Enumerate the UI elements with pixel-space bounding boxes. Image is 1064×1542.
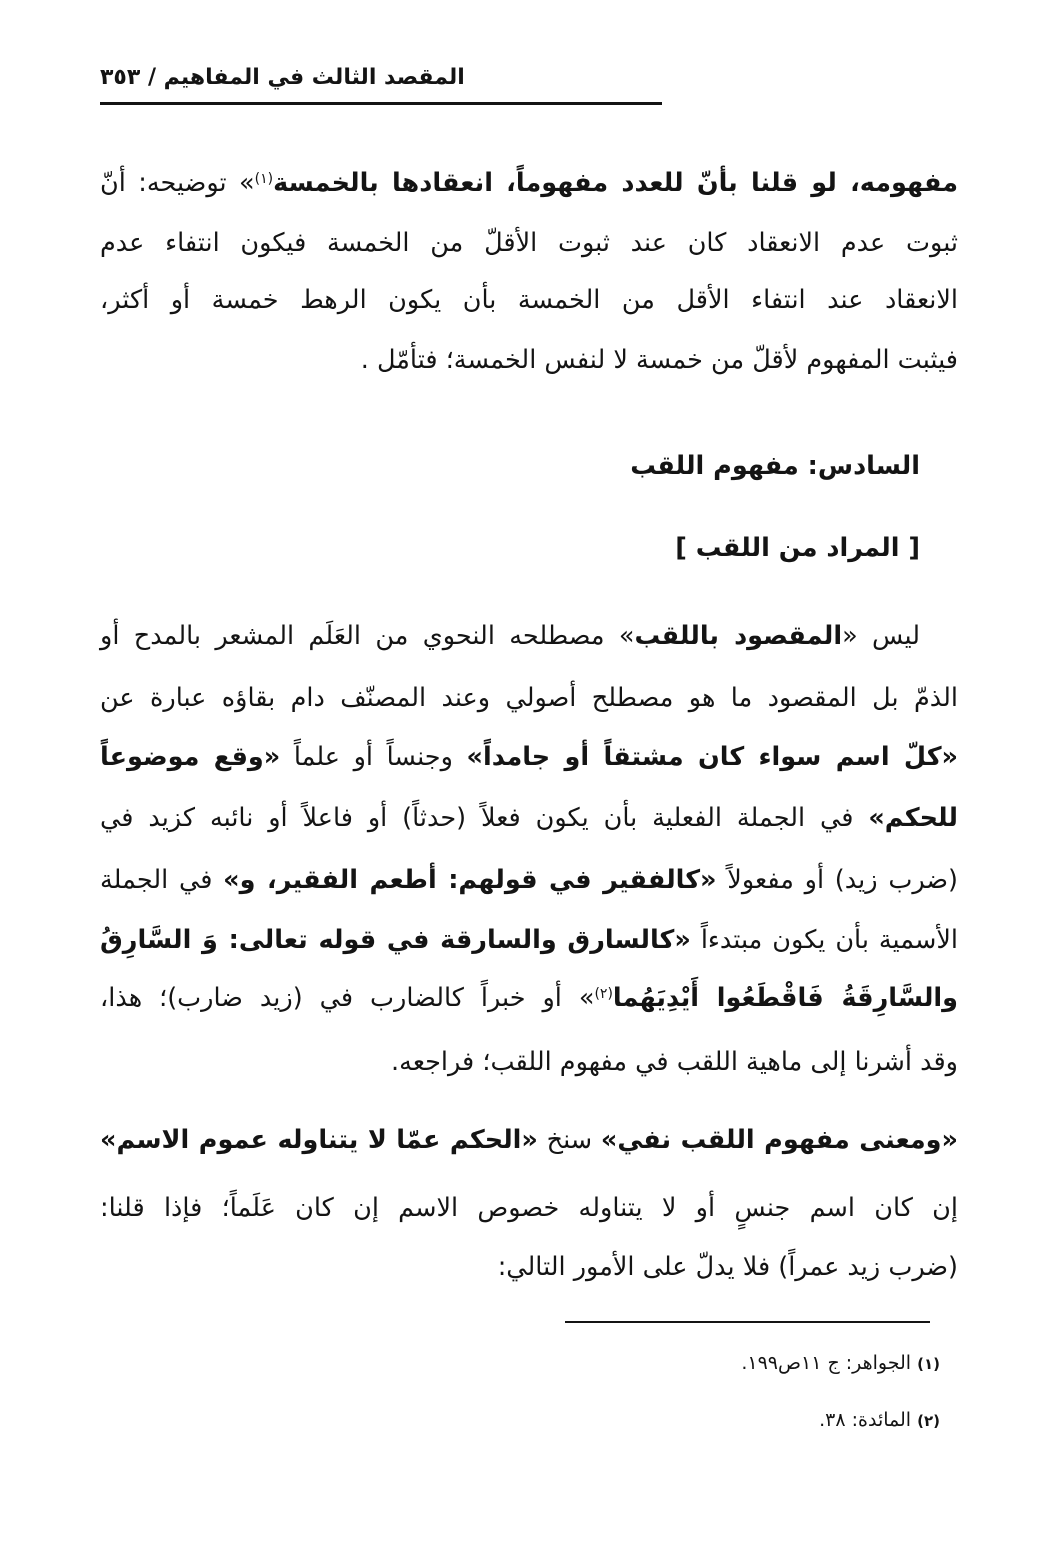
text-run: سنخ [537,1125,601,1155]
text-run: إن كان اسم جنسٍ أو لا يتناوله خصوص الاسم إن كان عَلَماً؛ فإذا قلنا: [100,1193,958,1223]
subsection-heading: [ المراد من اللقب ] [675,533,920,563]
text-run: الذمّ بل المقصود ما هو مصطلح أصولي وعند المصنّف دام بقاؤه عبارة عن [100,683,958,713]
text-run: ليس « [842,621,920,651]
text-run: » أو خبراً كالضارب في (زيد ضارب)؛ هذا، [100,983,595,1013]
text-run: ثبوت عدم الانعقاد كان عند ثبوت الأقلّ من الخمسة فيكون انتفاء عدم [100,228,958,258]
text-run: في الجملة [100,865,224,895]
footnote-1 [500,1348,940,1378]
bold-phrase: المقصود باللقب [634,621,843,651]
bold-phrase: «الحكم عمّا لا يتناوله عموم الاسم» [100,1125,538,1155]
header-rule [100,102,662,105]
footnote-text: المائدة: ٣٨. [819,1409,918,1431]
paragraph-2-line-5 [100,855,958,905]
bold-phrase: للحكم» [868,803,958,833]
paragraph-2-line-1 [100,611,958,661]
running-header-title: المقصد الثالث في المفاهيم / ٣٥٣ [100,65,465,90]
section-heading: السادس: مفهوم اللقب [630,451,920,481]
paragraph-3-line-1 [100,1115,958,1165]
text-run: (ضرب زيد عمراً) فلا يدلّ على الأمور التالي: [497,1252,958,1282]
text-run: وجنساً أو علماً [280,742,467,772]
paragraph-2-line-3 [100,732,958,782]
footnote-marker: (١) [917,1355,940,1373]
footnote-2 [500,1405,940,1435]
text-run: الأسمية بأن يكون مبتدءاً [690,925,958,955]
text-run: الانعقاد عند انتفاء الأقل من الخمسة بأن يكون الرهط خمسة أو أكثر، [100,285,958,315]
paragraph-1-line-3 [100,275,958,325]
text-run: في الجملة الفعلية بأن يكون فعلاً (حدثاً) أو فاعلاً أو نائبه كزيد في [100,803,869,833]
bold-phrase: «ومعنى مفهوم اللقب نفي» [600,1125,959,1155]
paragraph-3-line-3 [100,1242,958,1292]
footnote-reference: (٢) [594,985,613,1002]
paragraph-1-line-1 [100,158,958,208]
paragraph-1-line-4 [100,335,958,385]
bold-phrase: والسَّارِقَةُ فَاقْطَعُوا أَيْدِيَهُما [612,983,958,1013]
paragraph-2-line-6 [100,915,958,965]
footnote-separator [565,1321,930,1323]
text-run: (ضرب زيد) أو مفعولاً [716,865,958,895]
text-run: » مصطلحه النحوي من العَلَم المشعر بالمدح أو [100,621,635,651]
bold-phrase: «كالفقير في قولهم: أطعم الفقير، و» [223,865,717,895]
bold-phrase: مفهومه، لو قلنا بأنّ للعدد مفهوماً، انعقادها بالخمسة [273,168,958,198]
bold-phrase: «كالسارق والسارقة في قوله تعالى: وَ السَّارِقُ [100,925,691,955]
paragraph-1-line-2 [100,218,958,268]
paragraph-2-line-8 [100,1037,958,1087]
bold-phrase: «كلّ اسم سواء كان مشتقاً أو جامداً» [466,742,958,772]
text-run: وقد أشرنا إلى ماهية اللقب في مفهوم اللقب؛ فراجعه. [391,1047,958,1077]
text-run: فيثبت المفهوم لأقلّ من خمسة لا لنفس الخمسة؛ فتأمّل . [360,345,958,375]
paragraph-2-line-2 [100,673,958,723]
footnote-reference: (١) [254,170,274,187]
footnote-text: الجواهر: ج ١١ص١٩٩. [741,1352,918,1374]
paragraph-2-line-4 [100,793,958,843]
paragraph-3-line-2 [100,1183,958,1233]
bold-phrase: «وقع موضوعاً [100,742,281,772]
text-run: » توضيحه: أنّ [100,168,255,198]
paragraph-2-line-7 [100,973,958,1023]
footnote-marker: (٢) [917,1412,940,1430]
